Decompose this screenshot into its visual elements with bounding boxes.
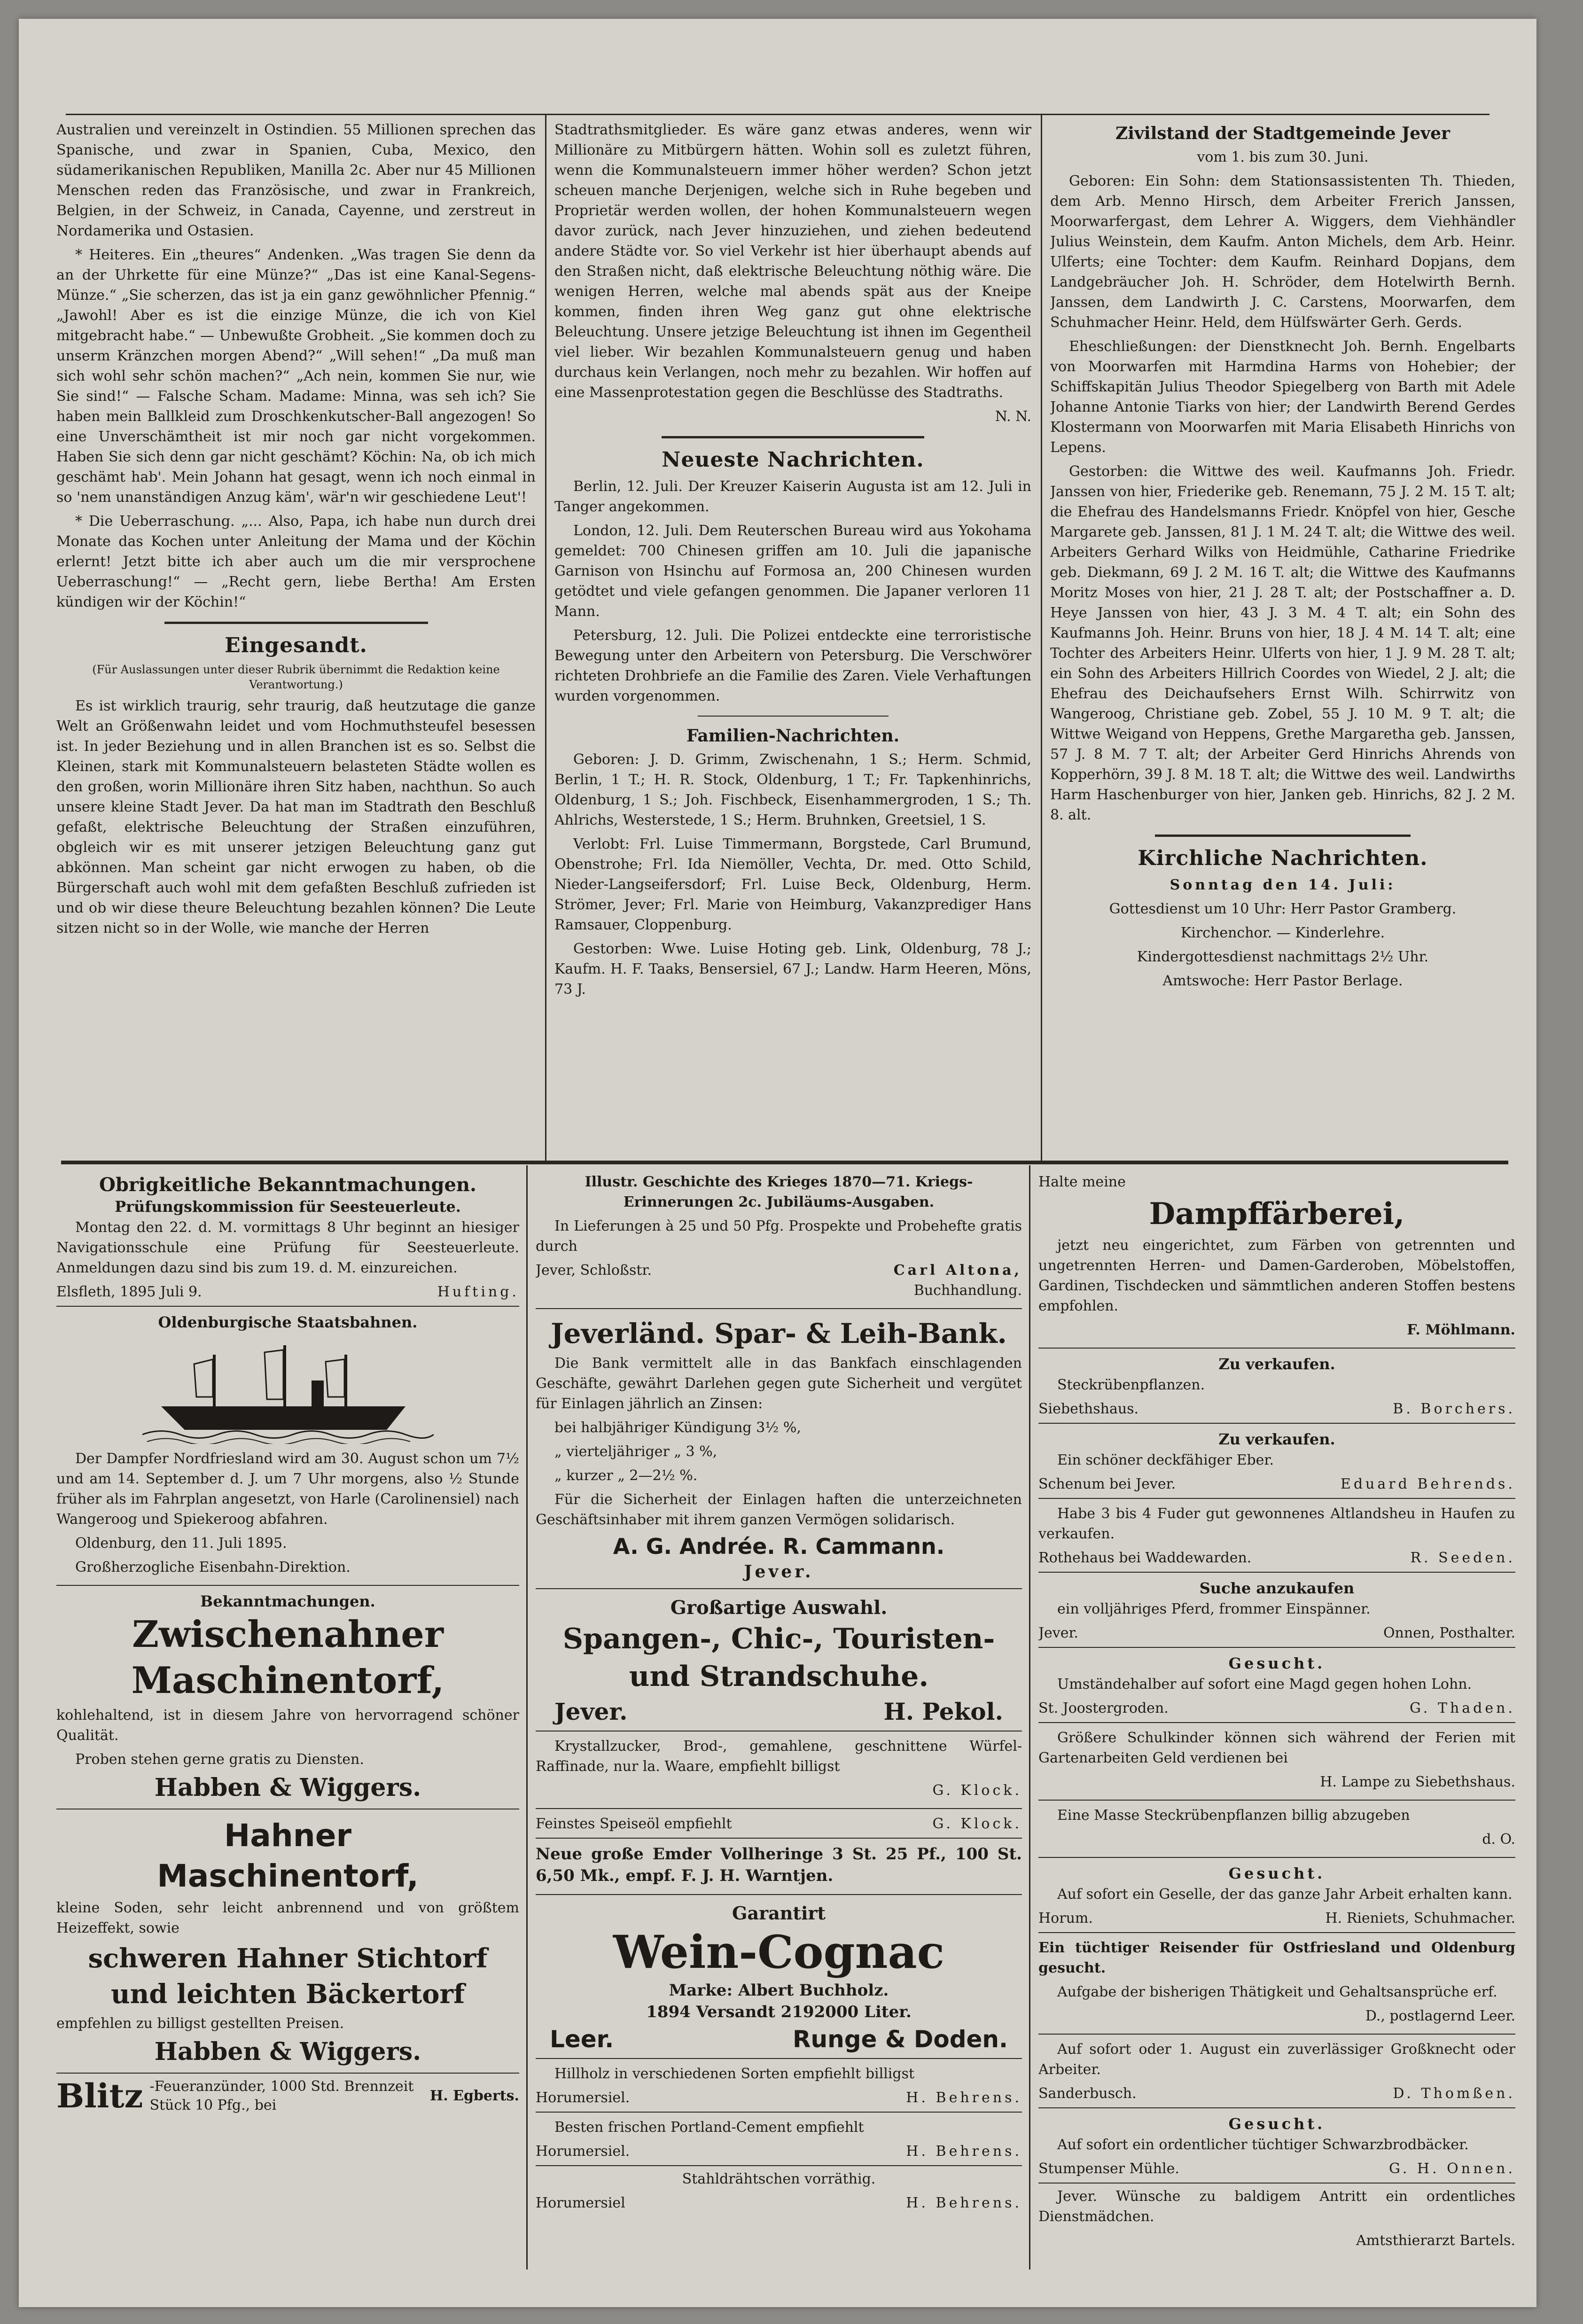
ad-title: Gesucht.: [1228, 1654, 1326, 1672]
ad-headline: Wein-Cognac: [613, 1926, 945, 1979]
ad-text: 1894 Versandt 2192000 Liter.: [646, 2003, 912, 2021]
separator: [1155, 834, 1411, 837]
section-heading: Obrigkeitliche Bekanntmachungen.: [99, 1174, 476, 1196]
ad-signature: Buchhandlung.: [913, 1282, 1022, 1299]
ad-signature: Habben & Wiggers.: [154, 1773, 421, 1802]
family-notice: Geboren: J. D. Grimm, Zwischenahn, 1 S.; Herm. Schmid, Berlin, 1 T.; H. R. Stock, Oldenburg, 1 T.; Fr. Tapkenhinrichs, Oldenburg, 1 S.; Joh. Fischbeck, Eisenhammergroden, 1 S.; Th. Ahlrichs, Westerstede, 1 S.; Herm. Bruhnken, Greetsiel, 1 S.: [554, 751, 1031, 828]
family-notice: Gestorben: Wwe. Luise Hoting geb. Link, Oldenburg, 78 J.; Kaufm. H. F. Taaks, Bensersiel, 67 J.; Landw. Harm Heeren, Möns, 73 J.: [554, 941, 1031, 998]
ad-signature: H. Behrens.: [906, 2143, 1022, 2160]
ad-headline: und leichten Bäckertorf: [110, 1979, 465, 2010]
ad-place: Leer.: [550, 2026, 614, 2053]
column-rule: [1029, 1165, 1030, 2269]
ad-text: Krystallzucker, Brod-, gemahlene, geschnittene Würfel-Raffinade, nur la. Waare, empfiehlt billigst: [536, 1738, 1022, 1775]
ad-signature: G. Klock.: [932, 1782, 1022, 1799]
ad-title: Illustr. Geschichte des Krieges 1870—71. Kriegs-Erinnerungen 2c. Jubiläums-Ausgaben.: [585, 1174, 973, 1210]
ad-title: Zu verkaufen.: [1218, 1355, 1335, 1373]
ad-text: Halte meine: [1038, 1174, 1126, 1190]
ad-title: Zu verkaufen.: [1218, 1430, 1335, 1448]
ad-place: Elsfleth, 1895 Juli 9.: [56, 1284, 202, 1300]
ad-text: Stahldrähtschen vorräthig.: [682, 2171, 876, 2187]
section-rule: [61, 1161, 1508, 1164]
ad-text: jetzt neu eingerichtet, zum Färben von getrennten und ungetrennten Herren- und Damen-Garderoben, Möbelstoffen, Gardinen, Tischdecken und sämmtlichen anderen Stoffen bestens empfohlen.: [1038, 1237, 1515, 1314]
ads-column-2: [536, 1170, 1022, 2288]
ad-text: Der Dampfer Nordfriesland wird am 30. August schon um 7½ und am 14. September d. J. um 7 Uhr morgens, also ½ Stunde früher als im Fahrplan angesetzt, von Harle (Carolinensiel) nach Wangeroog und Spiekeroog abfahren.: [56, 1451, 519, 1528]
column-rule: [526, 1165, 528, 2269]
ads-column-3: [1038, 1170, 1515, 2288]
ad-place: Sanderbusch.: [1038, 2085, 1137, 2102]
editorial-note: (Für Auslassungen unter dieser Rubrik übernimmt die Redaktion keine Verantwortung.): [92, 663, 500, 691]
ad-headline: Hahner: [224, 1817, 352, 1854]
ad-headline: Blitz: [56, 2076, 143, 2115]
ad-signature: Habben & Wiggers.: [154, 2037, 421, 2066]
news-item: Berlin, 12. Juli. Der Kreuzer Kaiserin Augusta ist am 12. Juli in Tanger angekommen.: [554, 478, 1031, 515]
ad-text: Hillholz in verschiedenen Sorten empfiehlt billigst: [554, 2066, 915, 2082]
ad-title: Prüfungskommission für Seesteuerleute.: [115, 1198, 461, 1216]
ad-title: Oldenburgische Staatsbahnen.: [158, 1313, 418, 1331]
ad-signature: G. Thaden.: [1410, 1700, 1515, 1716]
column-2: [554, 120, 1031, 1158]
ad-place: Jever.: [744, 1562, 814, 1582]
civil-register-text: Geboren: Ein Sohn: dem Stationsassistenten Th. Thieden, dem Arb. Menno Hirsch, dem Arbeiter Frerich Janssen, Moorwarfergast, dem Lehrer A. Wiggers, dem Viehhändler Julius Weinstein, dem Kaufm. Anton Michels, dem Arb. Heinr. Ulferts; eine Tochter: dem Kaufm. Reinhard Dopjans, dem Landgebräucher Joh. H. Schröder, dem Hotelwirth Bernh. Janssen, dem Landwirth J. C. Carstens, Moorwarfen, dem Schuhmacher Heinr. Held, dem Hülfswärter Gerh. Gerds.: [1050, 173, 1515, 331]
newspaper-page: [19, 19, 1536, 2307]
ad-signature: H. Pekol.: [883, 1698, 1003, 1725]
family-notice: Verlobt: Frl. Luise Timmermann, Borgstede, Carl Brumund, Obenstrohe; Frl. Ida Niemöller, Vechta, Dr. med. Otto Schild, Nieder-Langseifersdorf; Frl. Luise Beck, Oldenburg, Herm. Strömer, Jever; Frl. Marie von Heimburg, Vakanzprediger Hans Ramsauer, Cloppenburg.: [554, 836, 1031, 933]
section-heading: Neueste Nachrichten.: [662, 448, 924, 472]
article-text: Stadtrathsmitglieder. Es wäre ganz etwas anderes, wenn wir Millionäre zu Mitbürgern hätten. Wohin soll es zuletzt führen, wenn die Kommunalsteuern immer höher werden? Schon jetzt scheuen manche Derjenigen, welche sich in Ruhe begeben und Proprietär werden wollen, der hohen Kommunalsteuern wegen davor zurück, nach Jever hinzuziehen, und ziehen bedeutend andere Städte vor. So viel Verkehr ist hier überhaupt abends auf den Straßen nicht, daß elektrische Beleuchtung nöthig wäre. Die wenigen Herren, welche mal abends spät aus der Kneipe kommen, finden ihren Weg ganz gut ohne elektrische Beleuchtung. Unsere jetzige Beleuchtung ist ihnen im Gegentheil viel lieber. Wir bezahlen Kommunalsteuern genug und haben durchaus kein Verlangen, noch mehr zu bezahlen. Wir hoffen auf eine Massenprotestation gegen die Beschlüsse des Stadtraths.: [554, 122, 1031, 401]
interest-rate: „ kurzer „ 2—2½ %.: [554, 1467, 698, 1484]
ad-headline: Maschinentorf,: [131, 1659, 444, 1702]
ad-text: Auf sofort ein ordentlicher tüchtiger Schwarzbrodbäcker.: [1057, 2137, 1469, 2153]
ad-text: Die Bank vermittelt alle in das Bankfach einschlagenden Geschäfte, gewährt Darlehen gegen gute Sicherheit und vergütet für Einlagen jährlich an Zinsen:: [536, 1355, 1022, 1412]
civil-register-text: Eheschließungen: der Dienstknecht Joh. Bernh. Engelbarts von Moorwarfen mit Harmdina Harms von Hohebier; der Schiffskapitän Julius Theodor Spiegelberg von Barth mit Adele Johanne Antonie Tiarks von hier; der Landwirth Berend Gerdes Klostermann von Moorwarfen mit Maria Elisabeth Hinrichs von Lepens.: [1050, 338, 1515, 456]
ad-date: Oldenburg, den 11. Juli 1895.: [75, 1535, 287, 1552]
ad-place: Rothehaus bei Waddewarden.: [1038, 1550, 1252, 1566]
ad-text: ein volljähriges Pferd, frommer Einspänner.: [1057, 1601, 1371, 1617]
ad-title: Ein tüchtiger Reisender für Ostfriesland und Oldenburg gesucht.: [1038, 1940, 1515, 1976]
steamship-icon: [142, 1336, 434, 1444]
ad-place: Jever, Schloßstr.: [536, 1262, 652, 1279]
ad-signature: Hufting.: [437, 1284, 519, 1300]
column-rule: [545, 115, 546, 1161]
ad-place: Jever.: [554, 1698, 628, 1725]
ads-column-1: [56, 1170, 519, 2288]
ad-text: Besten frischen Portland-Cement empfiehlt: [554, 2119, 864, 2136]
ad-signature: Onnen, Posthalter.: [1383, 1625, 1515, 1641]
section-heading: Zivilstand der Stadtgemeinde Jever: [1115, 124, 1450, 143]
ad-text: Marke: Albert Buchholz.: [669, 1981, 889, 2000]
ad-text: kohlehaltend, ist in diesem Jahre von hervorragend schöner Qualität.: [56, 1707, 519, 1744]
church-text: Kindergottesdienst nachmittags 2½ Uhr.: [1137, 949, 1429, 965]
separator: [662, 436, 924, 438]
ad-headline: und Strandschuhe.: [629, 1660, 929, 1693]
ad-signature: Großherzogliche Eisenbahn-Direktion.: [75, 1559, 351, 1575]
ad-text: Aufgabe der bisherigen Thätigkeit und Gehaltsansprüche erf.: [1057, 1984, 1497, 2000]
ad-text: Auf sofort oder 1. August ein zuverlässiger Großknecht oder Arbeiter.: [1038, 2041, 1515, 2078]
ad-place: Horumersiel.: [536, 2143, 630, 2160]
section-heading: Eingesandt.: [225, 633, 367, 657]
civil-register-text: Gestorben: die Wittwe des weil. Kaufmanns Joh. Friedr. Janssen von hier, Friederike geb. Renemann, 75 J. 2 M. 15 T. alt; die Ehefrau des Handelsmanns Friedr. Knöpfel von hier, Gesche Margarete geb. Janssen, 81 J. 1 M. 24 T. alt; die Wittwe des weil. Arbeiters Gerhard Wilks von Heidmühle, Catharine Friedrike geb. Diekmann, 69 J. 2 M. 16 T. alt; die Wittwe des Kaufmanns Moritz Moses von hier, 21 J. 28 T. alt; der Postschaffner a. D. Heye Janssen von hier, 43 J. 3 M. 4 T. alt; ein Sohn des Kaufmanns Joh. Heinr. Bruns von hier, 18 J. 4 M. 14 T. alt; eine Tochter des Arbeiters Heinr. Ulferts von hier, 1 J. 9 M. 28 T. alt; ein Sohn des Arbeiters Hillrich Coordes von Wiedel, 2 J. alt; die Ehefrau des Deichaufsehers Ernst Wilh. Schirrwitz von Wangeroog, Christiane geb. Zobel, 55 J. 10 M. 9 T. alt; die Wittwe Weigand von Heppens, Grethe Margaretha geb. Janssen, 57 J. 8 M. 7 T. alt; der Arbeiter Gerd Hinrichs Ahrends von Kopperhörn, 39 J. 8 M. 18 T. alt; die Wittwe des weil. Landwirths Harm Haschenburger von hier, Janken geb. Hinrichs, 82 J. 2 M. 8. alt.: [1050, 463, 1515, 823]
ad-place: Horumersiel.: [536, 2090, 630, 2106]
ad-headline: Dampffärberei,: [1149, 1196, 1405, 1232]
interest-rate: bei halbjähriger Kündigung 3½ %,: [554, 1419, 801, 1436]
ad-place: Horum.: [1038, 1910, 1093, 1926]
article-text: Australien und vereinzelt in Ostindien. 55 Millionen sprechen das Spanische, und zwar in Spanien, Cuba, Mexico, den südamerikanischen Republiken, Manilla 2c. Aber nur 45 Millionen Menschen reden das Französische, und zwar in Frankreich, Belgien, in der Schweiz, in Canada, Cayenne, und zerstreut in Nordamerika und Ostasien.: [56, 122, 536, 239]
column-1: [56, 120, 536, 1158]
ad-text: Habe 3 bis 4 Fuder gut gewonnenes Altlandsheu in Haufen zu verkaufen.: [1038, 1505, 1515, 1542]
ad-text: Proben stehen gerne gratis zu Diensten.: [75, 1751, 364, 1768]
ad-title: Gesucht.: [1228, 1864, 1326, 1882]
interest-rate: „ vierteljähriger „ 3 %,: [554, 1443, 717, 1460]
church-text: Amtswoche: Herr Pastor Berlage.: [1162, 973, 1403, 989]
section-subheading: vom 1. bis zum 30. Juni.: [1197, 149, 1369, 165]
ad-text: Auf sofort ein Geselle, der das ganze Jahr Arbeit erhalten kann.: [1057, 1886, 1513, 1903]
top-rule: [66, 114, 1489, 115]
ad-signature: B. Borchers.: [1393, 1401, 1515, 1417]
article-text: * Heiteres. Ein „theures“ Andenken. „Was tragen Sie denn da an der Uhrkette für eine Münze?“ „Das ist eine Kanal-Segens-Münze.“ „Sie scherzen, das ist ja ein ganz gewöhnlicher Pfennig.“ „Jawohl! Aber es ist die einzige Münze, die ich von Kiel mitgebracht habe.“ — Unbewußte Grobheit. „Sie kommen doch zu unserm Kränzchen morgen Abend?“ „Will sehen!“ „Da muß man sich wohl sehr schön machen?“ „Ach nein, kommen Sie nur, wie Sie sind!“ — Falsche Scham. Madame: Minna, was seh ich? Sie haben mein Ballkleid zum Droschkenkutscher-Ball angezogen! So eine Unverschämtheit ist mir noch gar nicht vorgekommen. Haben Sie sich denn gar nicht geschämt? Köchin: Na, ob ich mich geschämt hab'. Mein Johann hat gesagt, wenn ich noch einmal in so 'nem unanständigen Anzug käm', wär'n wir geschiedene Leut'!: [56, 247, 536, 506]
ad-signature: H. Behrens.: [906, 2090, 1022, 2106]
ad-text: empfehlen zu billigst gestellten Preisen.: [56, 2015, 344, 2032]
section-heading: Familien-Nachrichten.: [686, 726, 900, 746]
ad-signature: d. O.: [1482, 1831, 1515, 1848]
ad-signature: Eduard Behrends.: [1340, 1476, 1515, 1492]
ad-signature: Runge & Doden.: [793, 2026, 1008, 2053]
article-text: Es ist wirklich traurig, sehr traurig, daß heutzutage die ganze Welt an Größenwahn leidet und vom Hochmuthsteufel besessen ist. In jeder Beziehung und in allen Branchen ist es so. Selbst die Kleinen, stark mit Kommunalsteuern belasteten Städte wollen es den großen, worin Millionäre ihren Sitz haben, nachthun. So auch unsere kleine Stadt Jever. Da hat man im Stadtrath den Beschluß gefaßt, elektrische Beleuchtung der Straßen einzuführen, obgleich wir es mit unserer jetzigen Beleuchtung ganz gut abkönnen. Man scheint gar nicht erwogen zu haben, ob die Bürgerschaft auch wohl mit dem gefaßten Beschluß zufrieden ist und ob wir diese theure Beleuchtung bezahlen können? Die Leute sitzen nicht so in der Wolle, wie manche der Herren: [56, 698, 536, 936]
ad-text: Steckrübenpflanzen.: [1057, 1377, 1205, 1393]
church-date: Sonntag den 14. Juli:: [1170, 877, 1396, 893]
ad-place: Jever.: [1038, 1625, 1079, 1641]
ad-signature: D. Thomßen.: [1393, 2085, 1515, 2102]
ad-title: Großartige Auswahl.: [670, 1597, 888, 1619]
separator: [698, 716, 889, 717]
ad-headline: Zwischenahner: [132, 1613, 444, 1656]
church-text: Kirchenchor. — Kinderlehre.: [1180, 925, 1385, 941]
ad-signature: G. Klock.: [932, 1816, 1022, 1832]
section-heading: Kirchliche Nachrichten.: [1138, 846, 1428, 870]
ad-signature: D., postlagernd Leer.: [1365, 2008, 1515, 2024]
ad-headline: Neue große Emder Vollheringe 3 St. 25 Pf., 100 St. 6,50 Mk., empf. F. J. H. Warntjen.: [536, 1845, 1022, 1885]
ad-text: Für die Sicherheit der Einlagen haften die unterzeichneten Geschäftsinhaber mit ihrem ganzen Vermögen solidarisch.: [536, 1491, 1022, 1528]
ad-place: Schenum bei Jever.: [1038, 1476, 1176, 1492]
ad-text: Umständehalber auf sofort eine Magd gegen hohen Lohn.: [1057, 1676, 1472, 1692]
ad-text: Eine Masse Steckrübenpflanzen billig abzugeben: [1057, 1807, 1410, 1824]
ad-signature: R. Seeden.: [1410, 1550, 1515, 1566]
ad-text: Feinstes Speiseöl empfiehlt: [536, 1816, 732, 1832]
ad-signature: G. H. Onnen.: [1388, 2160, 1515, 2177]
ad-signature: F. Möhlmann.: [1407, 1322, 1515, 1338]
ad-signature: Carl Altona,: [893, 1262, 1022, 1279]
church-text: Gottesdienst um 10 Uhr: Herr Pastor Gramberg.: [1109, 901, 1457, 917]
ad-signature: H. Lampe zu Siebethshaus.: [1320, 1774, 1515, 1790]
article-text: * Die Ueberraschung. „... Also, Papa, ich habe nun durch drei Monate das Kochen unter Anleitung der Mama und der Köchin erlernt! Jetzt bitte ich aber auch um die mir versprochene Ueberraschung!“ — „Recht gern, liebe Bertha! Am Ersten kündigen wir der Köchin!“: [56, 513, 536, 610]
ad-text: Jever. Wünsche zu baldigem Antritt ein ordentliches Dienstmädchen.: [1038, 2188, 1515, 2225]
ad-text: Montag den 22. d. M. vormittags 8 Uhr beginnt an hiesiger Navigationsschule eine Prüfung für Seesteuerleute. Anmeldungen dazu sind bis zum 19. d. M. einzureichen.: [56, 1219, 519, 1276]
ad-signature: Amtsthierarzt Bartels.: [1356, 2232, 1515, 2249]
ad-headline: Spangen-, Chic-, Touristen-: [562, 1622, 995, 1655]
article-signature: N. N.: [995, 408, 1031, 425]
ad-place: Stumpenser Mühle.: [1038, 2160, 1179, 2177]
column-rule: [1041, 115, 1042, 1161]
ad-text: kleine Soden, sehr leicht anbrennend und von größtem Heizeffekt, sowie: [56, 1900, 519, 1936]
separator: [164, 622, 428, 624]
column-3: [1050, 120, 1515, 1158]
ad-headline: schweren Hahner Stichtorf: [88, 1943, 488, 1974]
ad-text: Größere Schulkinder können sich während der Ferien mit Gartenarbeiten Geld verdienen bei: [1038, 1730, 1515, 1766]
ad-title: Gesucht.: [1228, 2115, 1326, 2133]
ad-signature: H. Behrens.: [906, 2195, 1022, 2211]
ad-headline: Maschinentorf,: [157, 1858, 419, 1894]
ad-text: Ein schöner deckfähiger Eber.: [1057, 1452, 1274, 1468]
ad-title: Garantirt: [732, 1903, 826, 1924]
news-item: London, 12. Juli. Dem Reuterschen Bureau wird aus Yokohama gemeldet: 700 Chinesen griffen am 10. Juli die japanische Garnison von Hsinchu auf Formosa an, 200 Chinesen wurden getödtet und viele gefangen genommen. Die Japaner verloren 11 Mann.: [554, 523, 1031, 620]
ad-signature: H. Egberts.: [429, 2088, 519, 2104]
ad-text: -Feueranzünder, 1000 Std. Brennzeit Stück 10 Pfg., bei: [149, 2078, 414, 2113]
ad-place: St. Joostergroden.: [1038, 1700, 1169, 1716]
ad-title: Bekanntmachungen.: [200, 1592, 375, 1610]
news-item: Petersburg, 12. Juli. Die Polizei entdeckte eine terroristische Bewegung unter den Arbeitern von Petersburg. Die Verschwörer richteten Drohbriefe an die Familie des Zaren. Viele Verhaftungen wurden vorgenommen.: [554, 627, 1031, 704]
ad-place: Siebethshaus.: [1038, 1401, 1139, 1417]
ad-signature: H. Rieniets, Schuhmacher.: [1325, 1910, 1515, 1926]
ad-signature: A. G. Andrée. R. Cammann.: [613, 1534, 945, 1559]
ad-headline: Jeverländ. Spar- & Leih-Bank.: [551, 1318, 1007, 1349]
ad-text: In Lieferungen à 25 und 50 Pfg. Prospekte und Probehefte gratis durch: [536, 1218, 1022, 1255]
ad-place: Horumersiel: [536, 2195, 625, 2211]
ad-title: Suche anzukaufen: [1199, 1579, 1355, 1597]
